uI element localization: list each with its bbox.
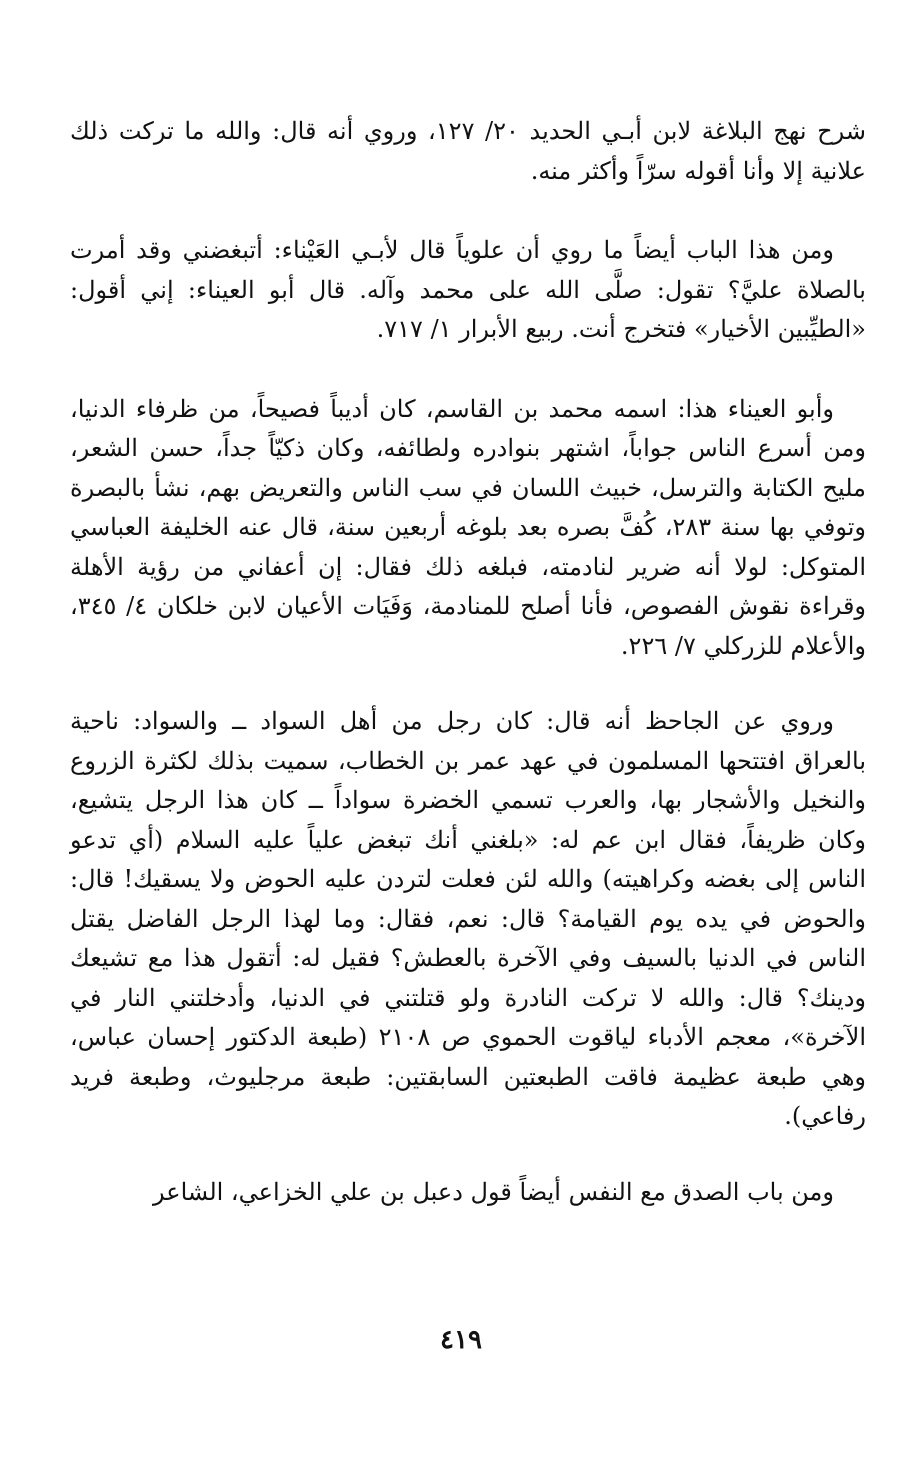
paragraph-footnote-continuation: شرح نهج البلاغة لابن أبـي الحديد ٢٠/ ١٢٧، وروي أنه قال: والله ما تركت ذلك علانية إلا وأنا أقوله سرّاً وأكثر منه. xyxy=(70,117,866,185)
page-body xyxy=(70,112,866,1212)
paragraph-abu-alayna-anecdote: ومن هذا الباب أيضاً ما روي أن علوياً قال لأبـي العَيْناء: أتبغضني وقد أمرت بالصلاة عليَّ؟ تقول: صلَّى الله على محمد وآله. قال أبو العيناء: إني أقول: «الطيِّبين الأخيار» فتخرج أنت. ربيع الأبرار ١/ ٧١٧. xyxy=(70,236,866,343)
paragraph-jahiz-anecdote: وروي عن الجاحظ أنه قال: كان رجل من أهل السواد ــ والسواد: ناحية بالعراق افتتحها المسلمون في عهد عمر بن الخطاب، سميت بذلك لكثرة الزروع والنخيل والأشجار بها، والعرب تسمي الخضرة سواداً ــ كان هذا الرجل يتشيع، وكان ظريفاً، فقال ابن عم له: «بلغني أنك تبغض علياً عليه السلام (أي تدعو الناس إلى بغضه وكراهيته) والله لئن فعلت لتردن عليه الحوض ولا يسقيك! قال: والحوض في يده يوم القيامة؟ قال: نعم، فقال: وما لهذا الرجل الفاضل يقتل الناس في الدنيا بالسيف وفي الآخرة بالعطش؟ فقيل له: أتقول هذا مع تشيعك ودينك؟ قال: والله لا تركت النادرة ولو قتلتني في الدنيا، وأدخلتني النار في الآخرة»، معجم الأدباء لياقوت الحموي ص ٢١٠٨ (طبعة الدكتور إحسان عباس، وهي طبعة عظيمة فاقت الطبعتين السابقتين: طبعة مرجليوث، وطبعة فريد رفاعي). xyxy=(70,707,867,1130)
paragraph-abu-alayna-biography: وأبو العيناء هذا: اسمه محمد بن القاسم، كان أديباً فصيحاً، من ظرفاء الدنيا، ومن أسرع الناس جواباً، اشتهر بنوادره ولطائفه، وكان ذكيّاً جداً، حسن الشعر، مليح الكتابة والترسل، خبيث اللسان في سب الناس والتعريض بهم، نشأ بالبصرة وتوفي بها سنة ٢٨٣، كُفَّ بصره بعد بلوغه أربعين سنة، قال عنه الخليفة العباسي المتوكل: لولا أنه ضرير لنادمته، فبلغه ذلك فقال: إن أعفاني من رؤية الأهلة وقراءة نقوش الفصوص، فأنا أصلح للمنادمة، وَفَيَات الأعيان لابن خلكان ٤/ ٣٤٥، والأعلام للزركلي ٧/ ٢٢٦. xyxy=(70,394,867,660)
paragraph-dibil-intro: ومن باب الصدق مع النفس أيضاً قول دعبل بن علي الخزاعي، الشاعر xyxy=(153,1177,834,1206)
page-number: ٤١٩ xyxy=(440,1325,482,1355)
